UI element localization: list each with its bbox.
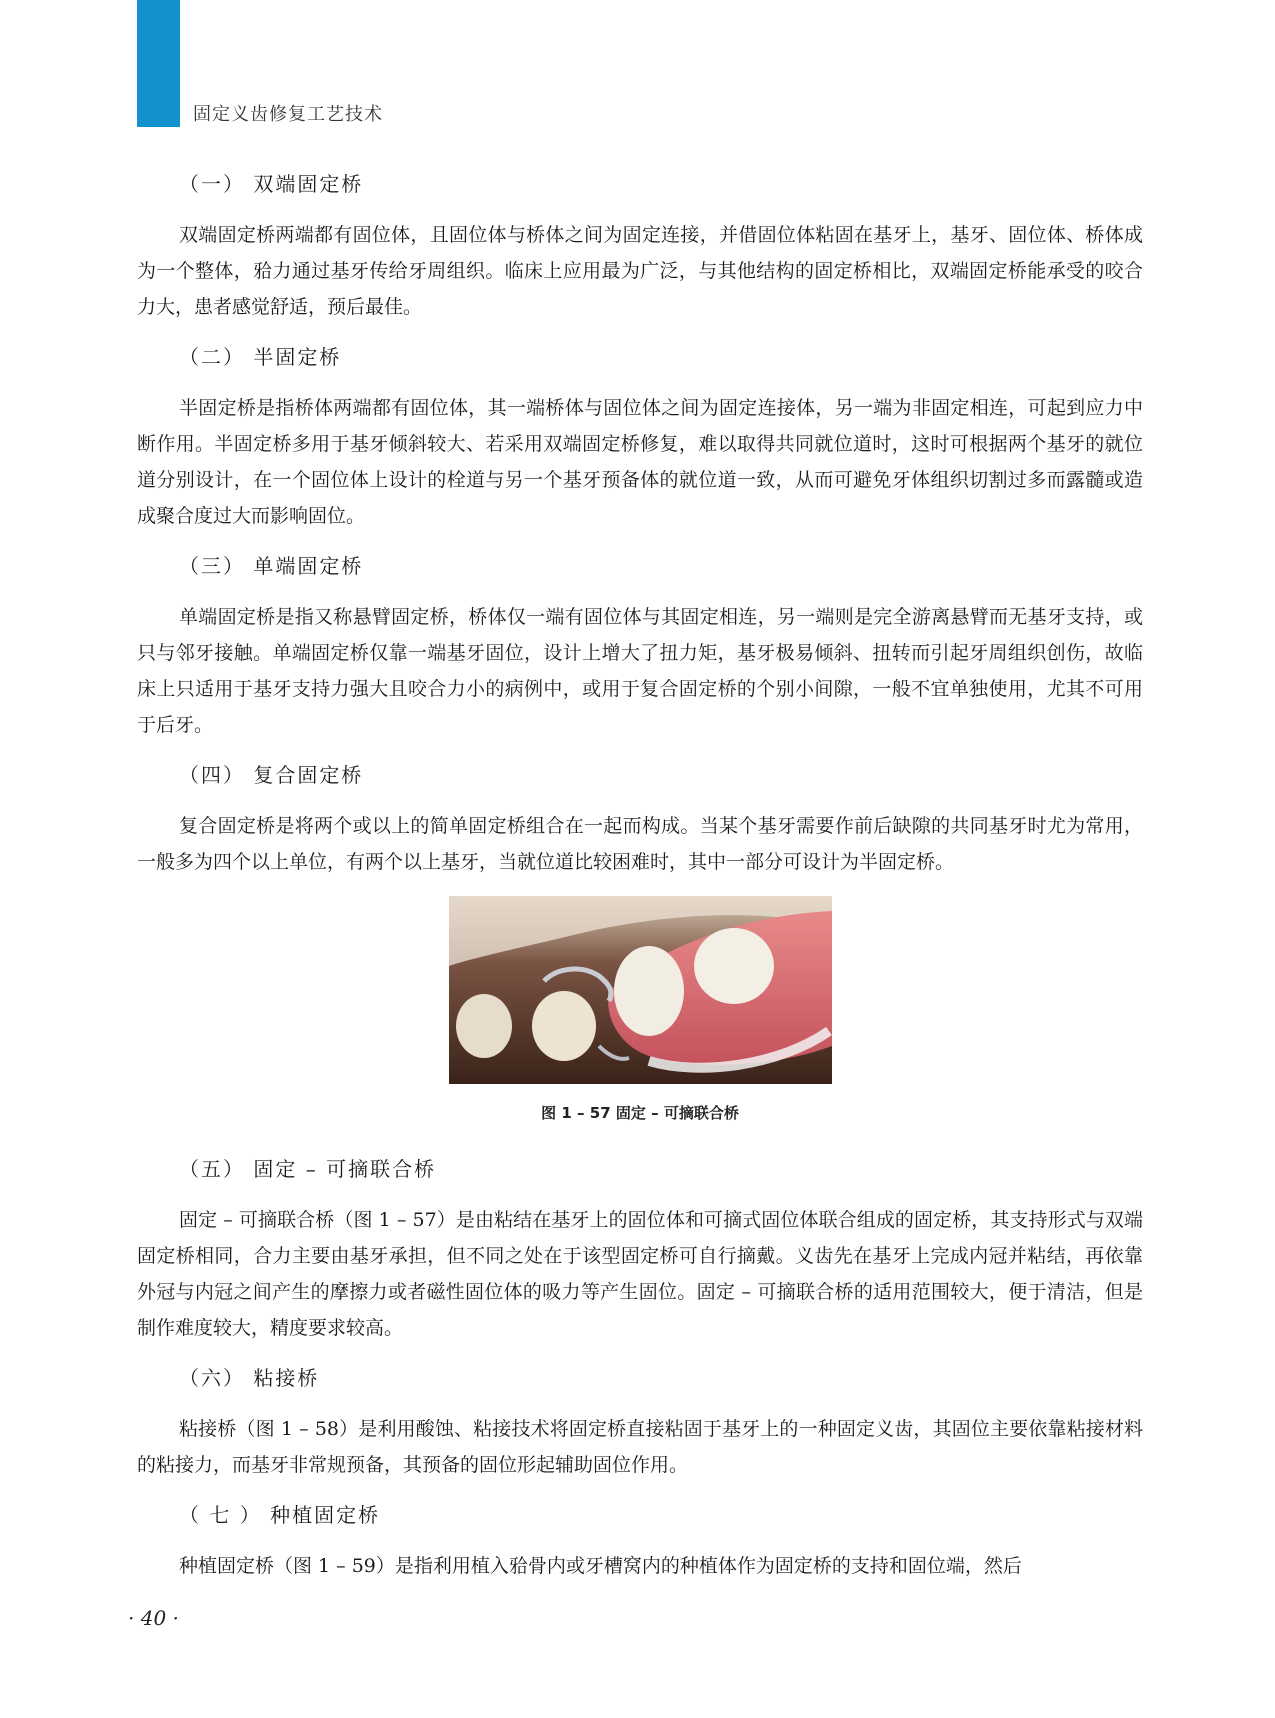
header-color-bar (137, 0, 180, 127)
page-number: · 40 · (128, 1606, 179, 1630)
section-heading-6: （六） 粘接桥 (179, 1366, 320, 1390)
dental-bridge-photo (449, 896, 832, 1084)
section-heading-3: （三） 单端固定桥 (179, 554, 364, 578)
section-heading-7: （ 七 ） 种植固定桥 (179, 1503, 381, 1527)
section-text-1: 双端固定桥两端都有固位体，且固位体与桥体之间为固定连接，并借固位体粘固在基牙上，基牙、固位体、桥体成为一个整体，𬌗力通过基牙传给牙周组织。临床上应用最为广泛，与其他结构的固定桥相比，双端固定桥能承受的咬合力大，患者感觉舒适，预后最佳。 (137, 224, 1143, 318)
section-text-3: 单端固定桥是指又称悬臂固定桥，桥体仅一端有固位体与其固定相连，另一端则是完全游离悬臂而无基牙支持，或只与邻牙接触。单端固定桥仅靠一端基牙固位，设计上增大了扭力矩，基牙极易倾斜、扭转而引起牙周组织创伤，故临床上只适用于基牙支持力强大且咬合力小的病例中，或用于复合固定桥的个别小间隙，一般不宜单独使用，尤其不可用于后牙。 (137, 606, 1143, 736)
page-content (137, 168, 1143, 1600)
section-text-2: 半固定桥是指桥体两端都有固位体，其一端桥体与固位体之间为固定连接体，另一端为非固定相连，可起到应力中断作用。半固定桥多用于基牙倾斜较大、若采用双端固定桥修复，难以取得共同就位道时，这时可根据两个基牙的就位道分别设计，在一个固位体上设计的栓道与另一个基牙预备体的就位道一致，从而可避免牙体组织切割过多而露髓或造成聚合度过大而影响固位。 (137, 397, 1143, 527)
section-text-5: 固定 – 可摘联合桥（图 1 – 57）是由粘结在基牙上的固位体和可摘式固位体联合组成的固定桥，其支持形式与双端固定桥相同，合力主要由基牙承担，但不同之处在于该型固定桥可自行摘戴。义齿先在基牙上完成内冠并粘结，再依靠外冠与内冠之间产生的摩擦力或者磁性固位体的吸力等产生固位。固定 – 可摘联合桥的适用范围较大，便于清洁，但是制作难度较大，精度要求较高。 (137, 1209, 1143, 1339)
section-text-4: 复合固定桥是将两个或以上的简单固定桥组合在一起而构成。当某个基牙需要作前后缺隙的共同基牙时尤为常用，一般多为四个以上单位，有两个以上基牙，当就位道比较困难时，其中一部分可设计为半固定桥。 (137, 815, 1143, 873)
running-title: 固定义齿修复工艺技术 (193, 104, 383, 125)
section-heading-4: （四） 复合固定桥 (179, 763, 364, 787)
section-heading-1: （一） 双端固定桥 (179, 172, 364, 196)
figure-photo (449, 896, 832, 1084)
section-heading-5: （五） 固定 – 可摘联合桥 (179, 1157, 437, 1181)
figure-caption: 图 1 – 57 固定 – 可摘联合桥 (541, 1104, 739, 1122)
section-heading-2: （二） 半固定桥 (179, 345, 342, 369)
section-text-7: 种植固定桥（图 1 – 59）是指利用植入𬌗骨内或牙槽窝内的种植体作为固定桥的支持和固位端，然后 (179, 1555, 1022, 1577)
section-text-6: 粘接桥（图 1 – 58）是利用酸蚀、粘接技术将固定桥直接粘固于基牙上的一种固定义齿，其固位主要依靠粘接材料的粘接力，而基牙非常规预备，其预备的固位形起辅助固位作用。 (137, 1418, 1143, 1476)
